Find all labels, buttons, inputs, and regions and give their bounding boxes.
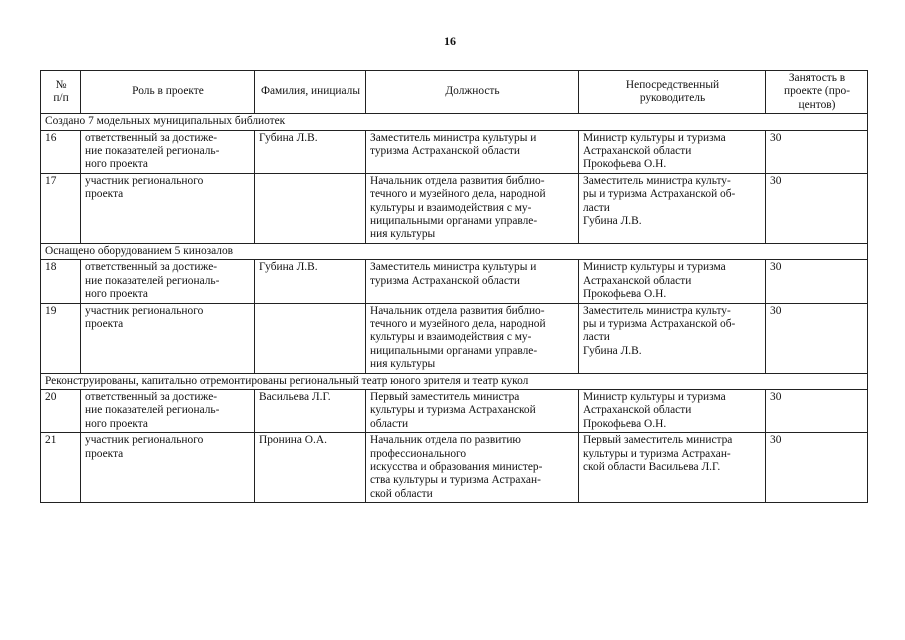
row-number: 17 [41,173,81,243]
page-number: 16 [444,34,456,48]
row-name: Пронина О.А. [255,433,366,503]
table-row [41,260,868,303]
row-name [255,173,366,243]
section-title: Создано 7 модельных муниципальных библиотек [41,114,868,130]
row-percent: 30 [766,303,868,373]
row-position: Заместитель министра культуры и туризма Астраханской области [366,260,579,303]
row-position: Начальник отдела по развитию профессионального искусства и образования министер- ства культуры и туризма Астрахан- ской области [366,433,579,503]
row-position: Первый заместитель министра культуры и туризма Астраханской области [366,389,579,432]
table-row [41,303,868,373]
table-row [41,173,868,243]
row-role: ответственный за достиже- ние показателей региональ- ного проекта [81,389,255,432]
row-role: ответственный за достиже- ние показателей региональ- ного проекта [81,260,255,303]
row-percent: 30 [766,260,868,303]
row-supervisor: Первый заместитель министра культуры и туризма Астрахан- ской области Васильева Л.Г. [579,433,766,503]
row-supervisor: Министр культуры и туризма Астраханской области Прокофьева О.Н. [579,260,766,303]
row-percent: 30 [766,433,868,503]
header-supervisor: Непосредственный руководитель [579,71,766,114]
row-name: Губина Л.В. [255,130,366,173]
row-number: 16 [41,130,81,173]
table-row [41,130,868,173]
section-row [41,243,868,259]
row-number: 19 [41,303,81,373]
table-header-row [41,71,868,114]
row-position: Начальник отдела развития библио- течного и музейного дела, народной культуры и взаимодействия с му- ниципальными органами управле- ния культуры [366,303,579,373]
project-roles-table [40,70,868,503]
row-percent: 30 [766,389,868,432]
section-row [41,114,868,130]
row-name: Губина Л.В. [255,260,366,303]
row-percent: 30 [766,173,868,243]
section-row [41,373,868,389]
row-role: участник регионального проекта [81,303,255,373]
header-employment: Занятость в проекте (про- центов) [766,71,868,114]
table-row [41,433,868,503]
row-role: участник регионального проекта [81,173,255,243]
row-number: 20 [41,389,81,432]
row-supervisor: Заместитель министра культу- ры и туризма Астраханской об- ласти Губина Л.В. [579,303,766,373]
row-position: Начальник отдела развития библио- течного и музейного дела, народной культуры и взаимодействия с му- ниципальными органами управле- ния культуры [366,173,579,243]
row-name: Васильева Л.Г. [255,389,366,432]
row-number: 21 [41,433,81,503]
header-number: № п/п [41,71,81,114]
row-percent: 30 [766,130,868,173]
row-name [255,303,366,373]
header-name: Фамилия, инициалы [255,71,366,114]
row-supervisor: Заместитель министра культу- ры и туризма Астраханской об- ласти Губина Л.В. [579,173,766,243]
row-role: участник регионального проекта [81,433,255,503]
row-position: Заместитель министра культуры и туризма Астраханской области [366,130,579,173]
section-title: Реконструированы, капитально отремонтированы региональный театр юного зрителя и театр кукол [41,373,868,389]
header-role: Роль в проекте [81,71,255,114]
row-number: 18 [41,260,81,303]
row-supervisor: Министр культуры и туризма Астраханской области Прокофьева О.Н. [579,389,766,432]
header-position: Должность [366,71,579,114]
row-role: ответственный за достиже- ние показателей региональ- ного проекта [81,130,255,173]
row-supervisor: Министр культуры и туризма Астраханской области Прокофьева О.Н. [579,130,766,173]
section-title: Оснащено оборудованием 5 кинозалов [41,243,868,259]
table-row [41,389,868,432]
